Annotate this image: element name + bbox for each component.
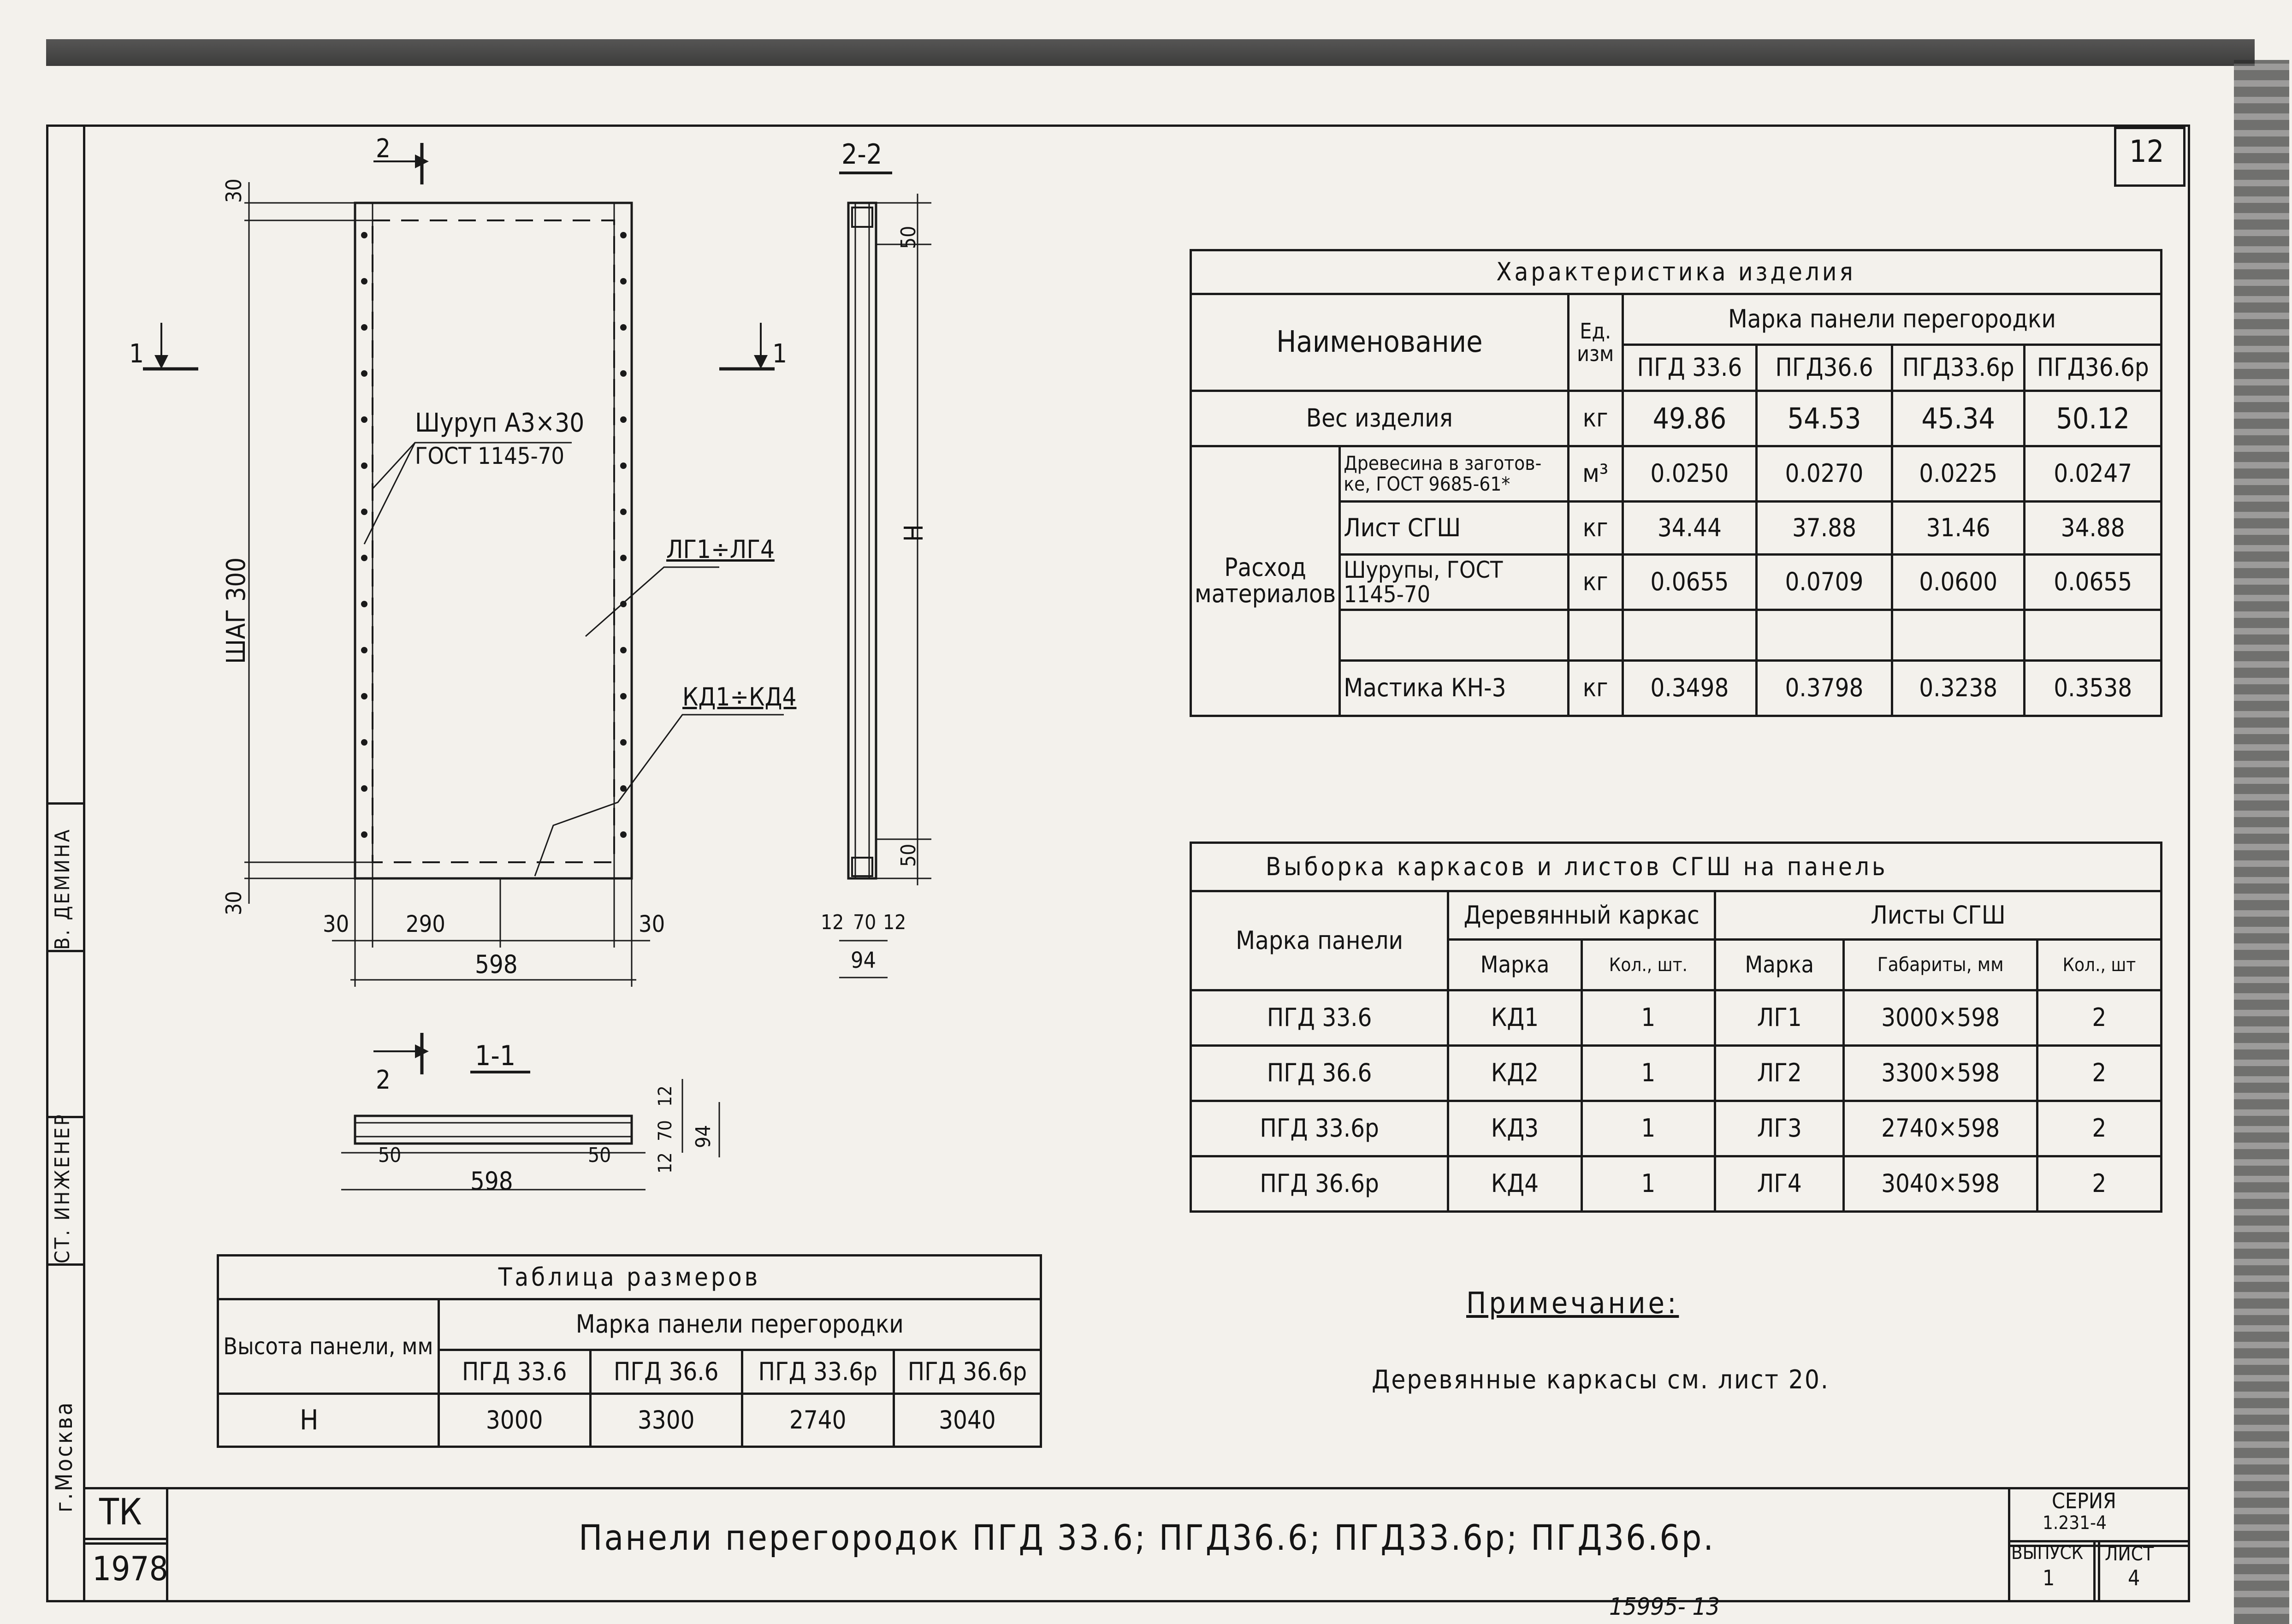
size-value: 3300 <box>590 1394 742 1447</box>
size-value: 3040 <box>894 1394 1041 1447</box>
note-text: Деревянные каркасы см. лист 20. <box>1372 1365 1830 1395</box>
material-value <box>1892 610 2024 661</box>
header-frame-mark: Марка <box>1448 940 1582 990</box>
selection-panel: ПГД 33.6 <box>1191 990 1448 1046</box>
material-value: 0.3798 <box>1757 661 1892 716</box>
selection-table <box>1190 842 2162 1213</box>
selection-frame-qty: 1 <box>1581 1046 1715 1101</box>
material-unit: кг <box>1568 661 1623 716</box>
section-1-1-title: 1-1 <box>475 1040 516 1072</box>
selection-sheet-qty: 2 <box>2037 1156 2161 1212</box>
title-year: 1978 <box>92 1549 168 1588</box>
material-value: 0.3498 <box>1623 661 1756 716</box>
selection-frame: КД4 <box>1448 1156 1582 1212</box>
selection-frame-qty: 1 <box>1581 1101 1715 1156</box>
header-frame: Деревянный каркас <box>1448 891 1715 940</box>
sheet-number: 12 <box>2129 134 2164 169</box>
section-1-mark-right: 1 <box>772 339 788 369</box>
section-2-2-dim-total: 94 <box>851 948 876 973</box>
sizes-title: Таблица размеров <box>218 1256 1041 1299</box>
screw-label-line1: Шуруп А3×30 <box>415 408 585 438</box>
size-mark: ПГД 36.6 <box>590 1350 742 1394</box>
material-value <box>2025 610 2162 661</box>
screw-dots <box>361 232 627 838</box>
note-title: Примечание: <box>1466 1286 1679 1321</box>
weight-unit: кг <box>1568 391 1623 446</box>
step-label: ШАГ 300 <box>221 557 251 664</box>
selection-panel: ПГД 33.6р <box>1191 1101 1448 1156</box>
arrow-down-icon <box>754 355 768 369</box>
material-value <box>1757 610 1892 661</box>
material-name: Лист СГШ <box>1340 502 1569 555</box>
weight-value: 45.34 <box>1892 391 2024 446</box>
header-mark: Марка панели перегородки <box>1623 294 2161 345</box>
selection-frame-qty: 1 <box>1581 990 1715 1046</box>
material-value: 34.88 <box>2025 502 2162 555</box>
header-name: Наименование <box>1191 294 1569 391</box>
section-1-1-mark: 2 <box>376 1065 391 1095</box>
material-name <box>1340 610 1569 661</box>
header-sheet-dims: Габариты, мм <box>1844 940 2037 990</box>
size-mark: ПГД 33.6р <box>742 1350 894 1394</box>
selection-frame: КД3 <box>1448 1101 1582 1156</box>
mark-col-4: ПГД36.6р <box>2025 345 2162 391</box>
dim-right-30: 30 <box>639 911 665 937</box>
dim-bottom: 30 <box>221 891 246 915</box>
dim-step-290: 290 <box>406 911 445 937</box>
material-value <box>1623 610 1756 661</box>
section-1-1-outline <box>355 1116 632 1144</box>
material-value: 0.3238 <box>1892 661 2024 716</box>
size-mark: ПГД 33.6 <box>438 1350 590 1394</box>
size-row-label: Н <box>218 1394 439 1447</box>
section-1-1-dim-v2: 70 <box>655 1120 676 1141</box>
selection-dims: 3300×598 <box>1844 1046 2037 1101</box>
selection-sheet-qty: 2 <box>2037 1101 2161 1156</box>
material-value: 0.0247 <box>2025 446 2162 502</box>
frame-callout: КД1÷КД4 <box>682 682 797 711</box>
selection-sheet: ЛГ3 <box>1715 1101 1844 1156</box>
name-label: В. ДЕМИНА <box>51 828 74 950</box>
header-sheet-qty: Кол., шт <box>2037 940 2161 990</box>
section-1-mark-left: 1 <box>129 339 144 369</box>
sheet-value: 4 <box>2128 1565 2140 1590</box>
material-value: 0.0270 <box>1757 446 1892 502</box>
material-name: Древесина в заготов-ке, ГОСТ 9685-61* <box>1340 446 1569 502</box>
material-value: 0.0655 <box>2025 555 2162 610</box>
panel-sheet-dashed <box>373 220 614 862</box>
section-1-1-dim-right: 50 <box>588 1144 611 1167</box>
mark-col-2: ПГД36.6 <box>1757 345 1892 391</box>
sheet-callout: ЛГ1÷ЛГ4 <box>666 535 775 564</box>
sheet-label: ЛИСТ <box>2105 1542 2154 1565</box>
section-2-2-title: 2-2 <box>841 138 882 171</box>
section-1-1-dim-v1: 12 <box>655 1085 676 1107</box>
title-code: ТК <box>99 1492 142 1533</box>
consumption-label: Расход материалов <box>1191 446 1340 716</box>
section-2-2-outline <box>848 203 876 878</box>
selection-dims: 3000×598 <box>1844 990 2037 1046</box>
sheet-leader <box>586 567 719 636</box>
issue-label: ВЫПУСК <box>2011 1542 2084 1564</box>
drawing-title: Панели перегородок ПГД 33.6; ПГД36.6; ПГД33.6р; ПГД36.6р. <box>579 1517 1715 1558</box>
header-panel: Марка панели <box>1191 891 1448 990</box>
section-2-2-dim-bottom: 50 <box>897 843 920 867</box>
dim-top: 30 <box>221 178 246 203</box>
weight-value: 54.53 <box>1757 391 1892 446</box>
mark-col-3: ПГД33.6р <box>1892 345 2024 391</box>
header-mark: Марка панели перегородки <box>438 1299 1041 1350</box>
header-unit: Ед. изм <box>1568 294 1623 391</box>
weight-name: Вес изделия <box>1191 391 1569 446</box>
characteristics-table <box>1190 249 2162 717</box>
section-2-2-dim-b: 70 <box>853 911 877 934</box>
selection-panel: ПГД 36.6 <box>1191 1046 1448 1101</box>
material-value: 0.3538 <box>2025 661 2162 716</box>
mark-col-1: ПГД 33.6 <box>1623 345 1756 391</box>
frame-leader <box>535 715 784 876</box>
section-1-1-dim-v3: 12 <box>655 1152 676 1174</box>
material-unit <box>1568 610 1623 661</box>
header-frame-qty: Кол., шт. <box>1581 940 1715 990</box>
material-value: 34.44 <box>1623 502 1756 555</box>
section-1-1-dim-left: 50 <box>378 1144 402 1167</box>
panel-outline <box>355 203 632 878</box>
series-value: 1.231-4 <box>2043 1512 2107 1534</box>
size-value: 3000 <box>438 1394 590 1447</box>
weight-value: 50.12 <box>2025 391 2162 446</box>
material-name: Мастика КН-3 <box>1340 661 1569 716</box>
header-sheets: Листы СГШ <box>1715 891 2162 940</box>
section-2-2-dim-c: 12 <box>883 911 906 934</box>
arrow-down-icon <box>154 355 168 369</box>
selection-panel: ПГД 36.6р <box>1191 1156 1448 1212</box>
weight-value: 49.86 <box>1623 391 1756 446</box>
selection-sheet-qty: 2 <box>2037 1046 2161 1101</box>
dim-width-598: 598 <box>475 950 518 979</box>
section-1-1-dim-total: 94 <box>692 1125 715 1148</box>
header-sheet-mark: Марка <box>1715 940 1844 990</box>
engineer-label: СТ. ИНЖЕНЕР <box>51 1113 74 1263</box>
series-label: СЕРИЯ <box>2052 1488 2116 1513</box>
material-unit: кг <box>1568 502 1623 555</box>
selection-frame: КД2 <box>1448 1046 1582 1101</box>
material-value: 31.46 <box>1892 502 2024 555</box>
section-2-2-dim-a: 12 <box>821 911 844 934</box>
archive-stamp: 15995- 13 <box>1609 1593 1720 1621</box>
material-unit: кг <box>1568 555 1623 610</box>
material-value: 0.0225 <box>1892 446 2024 502</box>
characteristics-title: Характеристика изделия <box>1191 250 2162 294</box>
selection-frame-qty: 1 <box>1581 1156 1715 1212</box>
material-unit: м³ <box>1568 446 1623 502</box>
header-height: Высота панели, мм <box>218 1299 439 1394</box>
section-2-mark: 2 <box>376 134 391 164</box>
section-2-2-dim-h: Н <box>899 524 929 542</box>
material-name: Шурупы, ГОСТ 1145-70 <box>1340 555 1569 610</box>
section-2-2-dim-top: 50 <box>897 225 920 249</box>
selection-dims: 3040×598 <box>1844 1156 2037 1212</box>
size-value: 2740 <box>742 1394 894 1447</box>
sizes-table <box>217 1254 1042 1448</box>
selection-sheet: ЛГ1 <box>1715 990 1844 1046</box>
screw-label-line2: ГОСТ 1145-70 <box>415 443 564 469</box>
issue-value: 1 <box>2043 1565 2055 1590</box>
selection-frame: КД1 <box>1448 990 1582 1046</box>
dim-left-30: 30 <box>323 911 349 937</box>
material-value: 0.0600 <box>1892 555 2024 610</box>
selection-sheet: ЛГ4 <box>1715 1156 1844 1212</box>
selection-sheet: ЛГ2 <box>1715 1046 1844 1101</box>
material-value: 0.0655 <box>1623 555 1756 610</box>
section-1-1-dim-width: 598 <box>470 1167 513 1196</box>
size-mark: ПГД 36.6р <box>894 1350 1041 1394</box>
material-value: 0.0709 <box>1757 555 1892 610</box>
material-value: 0.0250 <box>1623 446 1756 502</box>
city-label: г.Москва <box>51 1400 77 1512</box>
material-value: 37.88 <box>1757 502 1892 555</box>
selection-title: Выборка каркасов и листов СГШ на панель <box>1191 843 2162 891</box>
selection-sheet-qty: 2 <box>2037 990 2161 1046</box>
selection-dims: 2740×598 <box>1844 1101 2037 1156</box>
